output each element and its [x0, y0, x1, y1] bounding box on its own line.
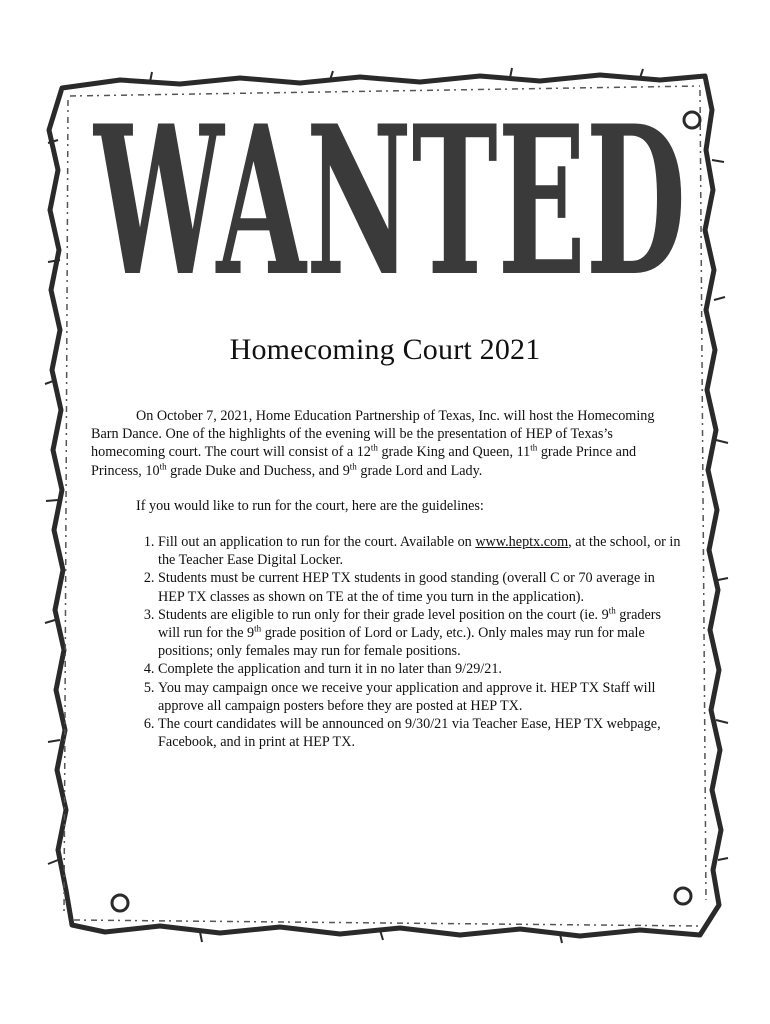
heptx-link[interactable]: www.heptx.com	[475, 534, 569, 551]
poster-body	[91, 407, 681, 751]
list-item: 1. Fill out an application to run for the court. Available on www.heptx.com, at the school, or in the Teacher Ease Digital Locker.	[158, 533, 681, 569]
guidelines-intro: If you would like to run for the court, here are the guidelines:	[136, 497, 484, 514]
list-item: 3. Students are eligible to run only for their grade level position on the court (ie. 9th graders will run for the 9th grade position of Lord or Lady, etc.). Only males may run for male positions; only females may run for female positions.	[158, 606, 681, 661]
guidelines-list	[91, 533, 681, 751]
wanted-text: WANTED	[92, 95, 687, 295]
list-item: 4. Complete the application and turn it in no later than 9/29/21.	[158, 660, 681, 678]
list-item: 5. You may campaign once we receive your application and approve it. HEP TX Staff will approve all campaign posters before they are posted at HEP TX.	[158, 679, 681, 715]
list-item: 6. The court candidates will be announced on 9/30/21 via Teacher Ease, HEP TX webpage, Facebook, and in print at HEP TX.	[158, 715, 681, 751]
list-item: 2. Students must be current HEP TX students in good standing (overall C or 70 average in HEP TX classes as shown on TE at the of time you turn in the application).	[158, 569, 681, 605]
page-title: Homecoming Court 2021	[229, 333, 541, 366]
intro-paragraph: On October 7, 2021, Home Education Partnership of Texas, Inc. will host the Homecoming Barn Dance. One of the highlights of the evening will be the presentation of HEP of Texas’s homecoming court. The court will consist of a 12th grade King and Queen, 11th grade Prince and Princess, 10th grade Duke and Duchess, and 9th grade Lord and Lady.	[91, 408, 655, 479]
wanted-headline	[92, 95, 688, 295]
